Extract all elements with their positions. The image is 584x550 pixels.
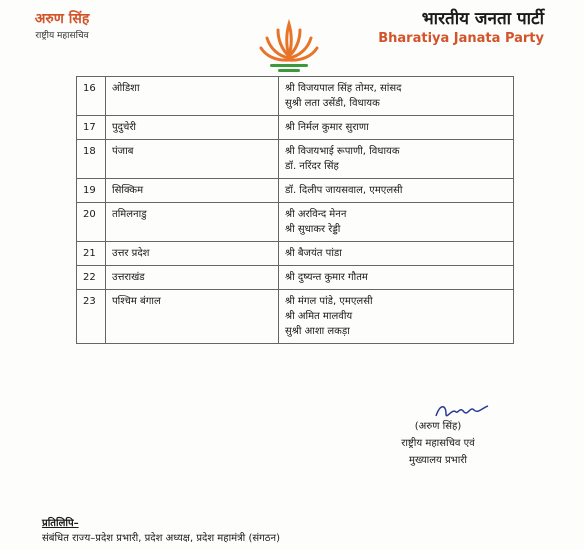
appointments-table [76,76,514,344]
copy-text: संबंधित राज्य–प्रदेश प्रभारी, प्रदेश अध्यक्ष, प्रदेश महामंत्री (संगठन) [42,533,281,544]
signatory-role-1: राष्ट्रीय महासचिव एवं [401,438,475,449]
table-row [77,203,514,242]
signatory-name: (अरुण सिंह) [414,421,462,432]
person-name: श्री विजयपाल सिंह तोमर, सांसद [285,83,402,94]
person-names [279,266,514,290]
signature-block [378,398,498,469]
row-number: 20 [77,203,106,242]
table-row [77,116,514,140]
person-name: श्री निर्मल कुमार सुराणा [285,122,369,133]
person-name: डॉ. दिलीप जायसवाल, एमएलसी [285,185,403,196]
table-row [77,290,514,344]
person-names [279,140,514,179]
state-name: पुदुचेरी [106,116,279,140]
person-name: श्री अरविन्द मेनन [285,209,347,220]
party-name-english: Bharatiya Janata Party [378,31,544,46]
person-names [279,116,514,140]
person-name: सुश्री लता उसेंडी, विधायक [285,98,380,109]
row-number: 17 [77,116,106,140]
sender-name: अरुण सिंह [34,11,90,27]
signatory-role-2: मुख्यालय प्रभारी [409,455,467,466]
person-name: श्री दुष्यन्त कुमार गौतम [285,272,368,283]
person-name: श्री अमित मालवीय [285,311,353,322]
state-name: पंजाब [106,140,279,179]
person-name: श्री मंगल पांडे, एमएलसी [285,296,373,307]
state-name: तमिलनाडु [106,203,279,242]
person-name: श्री सुधाकर रेड्डी [285,224,341,235]
table-row [77,179,514,203]
person-names [279,290,514,344]
person-name: डॉ. नरिंदर सिंह [285,161,339,172]
person-names [279,203,514,242]
row-number: 21 [77,242,106,266]
table-row [77,140,514,179]
row-number: 18 [77,140,106,179]
person-name: श्री विजयभाई रूपाणी, विधायक [285,146,400,157]
letterhead-right [378,8,544,47]
copy-heading: प्रतिलिपि– [42,518,79,529]
person-names [279,77,514,116]
person-name: श्री बैजयंत पांडा [285,248,342,259]
table-row [77,266,514,290]
state-name: उत्तर प्रदेश [106,242,279,266]
row-number: 22 [77,266,106,290]
party-name-hindi: भारतीय जनता पार्टी [421,9,544,29]
person-name: सुश्री आशा लकड़ा [285,326,350,337]
person-names [279,179,514,203]
copy-to-block [42,516,280,546]
row-number: 16 [77,77,106,116]
state-name: पश्चिम बंगाल [106,290,279,344]
lotus-icon [258,12,320,74]
state-name: सिक्किम [106,179,279,203]
row-number: 19 [77,179,106,203]
state-name: ओडिशा [106,77,279,116]
person-names [279,242,514,266]
state-name: उत्तराखंड [106,266,279,290]
sender-role: राष्ट्रीय महासचिव [35,31,89,41]
row-number: 23 [77,290,106,344]
table-row [77,77,514,116]
table-row [77,242,514,266]
letterhead-left [30,10,94,42]
